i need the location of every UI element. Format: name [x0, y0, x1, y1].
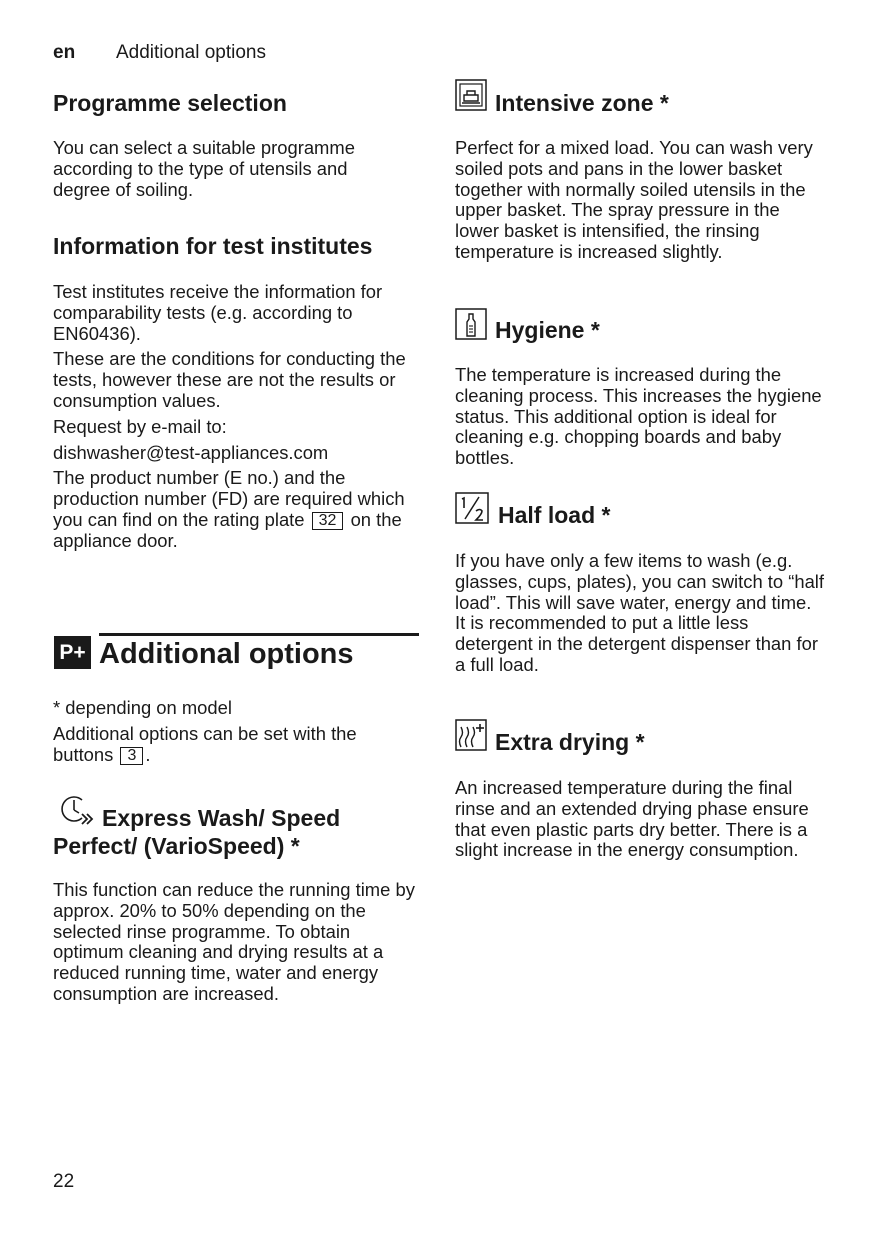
test-institutes-paragraph: Test institutes receive the information for comparability tests (e.g. according to EN60436). [53, 281, 383, 344]
extra-drying-text: An increased temperature during the final rinse and an extended drying phase ensure that even plastic parts dry better. There is a slight increase in the energy consumption. [455, 777, 809, 861]
hygiene-bottle-icon [455, 308, 489, 342]
email-address: dishwasher@test-appliances.com [53, 441, 329, 463]
test-conditions-paragraph: These are the conditions for conducting the tests, however these are not the results or consumption values. [53, 348, 406, 411]
email-request-label: Request by e-mail to: [53, 415, 227, 437]
hygiene-text: The temperature is increased during the cleaning process. This increases the hygiene status. This additional option is ideal for cleaning e.g. chopping boards and baby bottles. [455, 364, 822, 469]
express-wash-text: This function can reduce the running time by approx. 20% to 50% depending on the selected rinse programme. To obtain optimum cleaning and drying results at a reduced running time, water and energy consumption are increased. [53, 879, 415, 1004]
product-number-paragraph: The product number (E no.) and the production number (FD) are required which you can find on the rating plate 32 on the appliance door. [53, 467, 405, 551]
programme-selection-heading: Programme selection [53, 90, 287, 116]
test-institutes-heading: Information for test institutes [53, 233, 373, 259]
model-note: * depending on model [53, 697, 232, 718]
additional-options-title: Additional options [99, 638, 354, 670]
language-code: en [53, 42, 76, 63]
section-rule [99, 633, 419, 636]
buttons-ref: 3 [120, 747, 143, 765]
test-institutes-block [53, 282, 423, 552]
running-header-section: Additional options [116, 42, 266, 63]
half-load-heading: Half load * [498, 502, 611, 528]
page-number: 22 [53, 1171, 75, 1192]
intensive-zone-icon [455, 79, 489, 113]
additional-options-text: Additional options can be set with the buttons 3 . [53, 722, 357, 765]
programme-selection-text: You can select a suitable programme according to the type of utensils and degree of soiling. [53, 137, 355, 200]
additional-options-block [53, 698, 423, 765]
intensive-zone-heading: Intensive zone * [495, 90, 669, 116]
half-load-icon [455, 492, 491, 526]
extra-drying-heat-icon [455, 719, 489, 753]
extra-drying-heading: Extra drying * [495, 729, 645, 755]
intensive-zone-text: Perfect for a mixed load. You can wash very soiled pots and pans in the lower basket together with normally soiled utensils in the upper basket. The spray pressure in the lower basket is intensified, the rinsing temperature is increased slightly. [455, 137, 813, 262]
rating-plate-ref: 32 [312, 512, 344, 530]
p-plus-icon: P+ [54, 636, 91, 669]
express-wash-heading: Express Wash/ Speed Perfect/ (VarioSpeed) * [53, 805, 341, 859]
half-load-text: If you have only a few items to wash (e.g. glasses, cups, plates), you can switch to “half load”. This will save water, energy and time. It is recommended to put a little less detergent in the detergent dispenser than for a full load. [455, 550, 825, 675]
hygiene-heading: Hygiene * [495, 317, 600, 343]
